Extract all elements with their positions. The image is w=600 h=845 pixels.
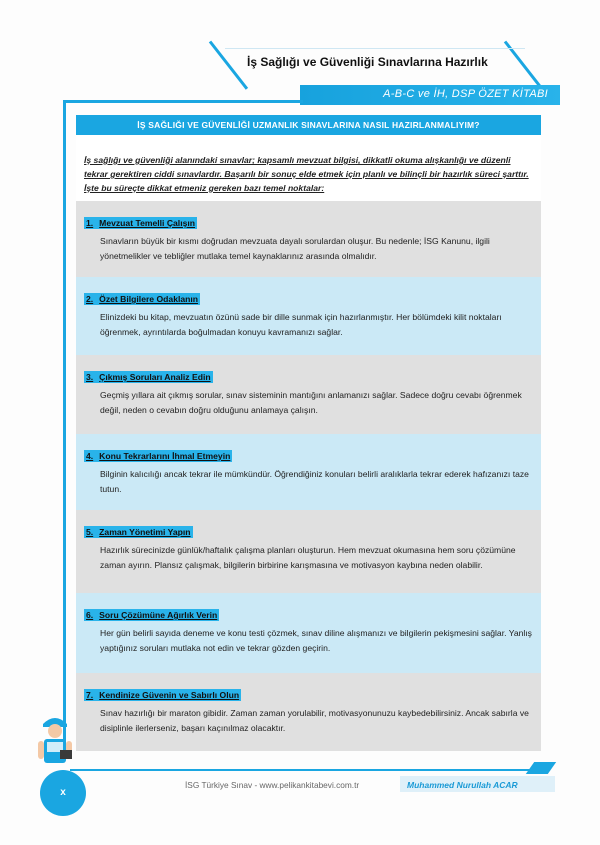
list-item [76,434,541,510]
page-title: İş Sağlığı ve Güvenliği Sınavlarına Hazırlık [247,55,488,69]
item-body: Sınav hazırlığı bir maraton gibidir. Zaman zaman yorulabilir, motivasyonunuzu kaybedebilirsiniz. Ancak sabırla ve disiplinle ilerlerseniz, başarı kaçınılmaz olacaktır. [100,708,529,733]
list-item [76,355,541,434]
footer-author: Muhammed Nurullah ACAR [407,780,518,790]
item-title: 5. Zaman Yönetimi Yapın [86,527,191,537]
list-item [76,673,541,751]
item-title: 2. Özet Bilgilere Odaklanın [86,294,199,304]
main-content [76,115,541,751]
item-body: Sınavların büyük bir kısmı doğrudan mevzuata dayalı sorulardan oluşur. Bu nedenle; İSG Kanunu, ilgili yönetmelikler ve tebliğler mutlaka temel kaynaklarınız arasında olmalıdır. [100,236,490,261]
list-item [76,277,541,355]
item-title: 6. Soru Çözümüne Ağırlık Verin [86,610,218,620]
item-body: Hazırlık sürecinizde günlük/haftalık çalışma planları oluşturun. Hem mevzuat okumasına hem soru çözümüne zaman ayırın. Plansız çalışmak, bilgilerin birbirine karışmasına ve motivasyon kaybına neden olabilir. [100,545,516,570]
worker-illustration-icon [30,712,80,772]
header-deco-line [225,48,525,49]
item-title: 7. Kendinize Güvenin ve Sabırlı Olun [86,690,240,700]
footer-line [70,769,550,771]
section-heading: İŞ SAĞLIĞI VE GÜVENLİĞİ UZMANLIK SINAVLARINA NASIL HAZIRLANMALIYIM? [76,115,541,135]
item-body: Her gün belirli sayıda deneme ve konu testi çözmek, sınav diline alışmanızı ve bilgilerin pekişmesini sağlar. Yanlış yaptığınız soruları mutlaka not edin ve tekrar gözden geçirin. [100,628,532,653]
intro-text: İş sağlığı ve güvenliği alanındaki sınavlar; kapsamlı mevzuat bilgisi, dikkatli okuma alışkanlığı ve düzenli tekrar gerektiren ciddi sınavlardır. Başarılı bir sonuç elde etmek için planlı ve bilinçli bir hazırlık süreci şarttır. İşte bu süreçte dikkat etmeniz gereken bazı temel noktalar: [76,135,541,201]
item-body: Geçmiş yıllara ait çıkmış sorular, sınav sisteminin mantığını anlamanızı sağlar. Sadece doğru cevabı öğrenmek değil, neden o cevabın doğru olduğunu anlamaya çalışın. [100,390,522,415]
item-title: 4. Konu Tekrarlarını İhmal Etmeyin [86,451,231,461]
item-title: 3. Çıkmış Soruları Analiz Edin [86,372,211,382]
item-body: Bilginin kalıcılığı ancak tekrar ile mümkündür. Öğrendiğiniz konuları belirli aralıklarla tekrar ederek hafızanızı taze tutun. [100,469,529,494]
item-title: 1. Mevzuat Temelli Çalışın [86,218,196,228]
frame-top-line [63,100,303,103]
item-body: Elinizdeki bu kitap, mevzuatın özünü sade bir dille sunmak için hazırlanmıştır. Her bölümdeki kilit noktaları öğrenmek, ayrıntılarda boğulmadan konuyu kavramanızı sağlar. [100,312,502,337]
list-item [76,201,541,277]
page-subtitle: A-B-C ve İH, DSP ÖZET KİTABI [383,88,548,100]
footer-source: İSG Türkiye Sınav - www.pelikankitabevi.com.tr [185,780,360,790]
page-number-badge: x [40,770,86,816]
list-item [76,510,541,593]
list-item [76,593,541,673]
frame-left-line [63,100,66,760]
